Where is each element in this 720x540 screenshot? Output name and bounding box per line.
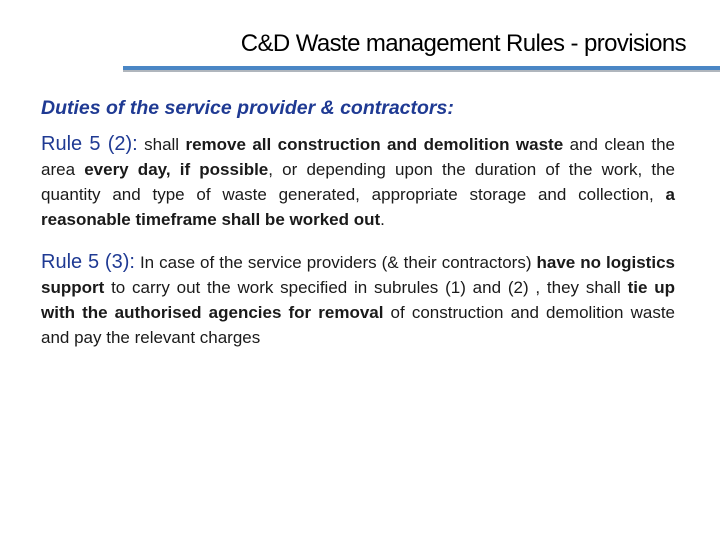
rule-text-emphasis: every day, if possible [84, 160, 269, 179]
slide-body [41, 94, 675, 368]
title-underline-grey [123, 70, 720, 72]
rule-text-segment: In case of the service providers (& their contractors) [134, 253, 537, 272]
rule-text-emphasis: a reasonable timeframe shall be worked out [41, 185, 675, 229]
section-heading: Duties of the service provider & contractors: [41, 97, 454, 119]
rule-text-segment: , or depending upon the duration of the work, the quantity and type of waste generated, appropriate storage and collection, [41, 160, 675, 204]
rule-text-segment: of construction and demolition waste and pay the relevant charges [41, 303, 676, 347]
rule-text-emphasis: remove all construction and demolition waste [185, 135, 564, 154]
rule-text-segment: and clean the area [41, 135, 675, 179]
slide-title: C&D Waste management Rules - provisions [240, 30, 686, 57]
rule-label: Rule 5 (2): [41, 133, 138, 155]
rule-paragraph [41, 250, 675, 350]
rule-text-segment: to carry out the work specified in subrules (1) and (2) , they shall [104, 278, 628, 297]
rule-text-emphasis: have no logistics support [41, 253, 675, 297]
rule-paragraph [41, 132, 675, 232]
title-underline [123, 66, 720, 72]
rule-text-segment: . [380, 210, 385, 229]
rule-label: Rule 5 (3): [41, 251, 135, 273]
rule-text-segment: shall [137, 135, 186, 154]
rule-text-emphasis: tie up with the authorised agencies for removal [41, 278, 675, 322]
